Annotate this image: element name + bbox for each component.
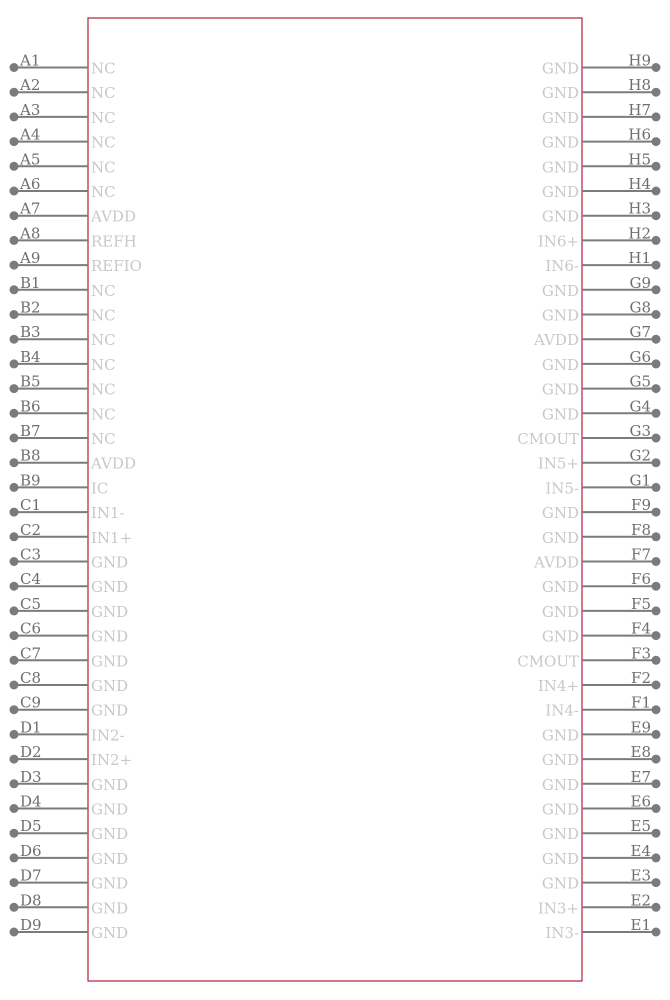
pin-e1 bbox=[545, 916, 660, 942]
pin-a9 bbox=[10, 249, 142, 275]
pin-end-dot bbox=[652, 236, 661, 245]
pin-name: GND bbox=[91, 775, 129, 794]
pin-h1 bbox=[545, 249, 660, 275]
pin-name: NC bbox=[91, 158, 116, 177]
pin-g5 bbox=[542, 373, 661, 399]
pin-name: GND bbox=[91, 652, 129, 671]
pin-number: B9 bbox=[20, 471, 41, 490]
pin-end-dot bbox=[10, 310, 19, 319]
pin-name: IN2+ bbox=[91, 751, 133, 770]
pin-d6 bbox=[10, 842, 129, 868]
pin-a7 bbox=[10, 200, 136, 226]
pin-end-dot bbox=[652, 434, 661, 443]
pin-name: IC bbox=[91, 479, 109, 498]
pin-name: GND bbox=[541, 183, 579, 201]
pin-end-dot bbox=[652, 137, 661, 146]
pin-number: B5 bbox=[20, 372, 41, 391]
pin-name: IN4+ bbox=[537, 677, 579, 695]
pin-d9 bbox=[10, 916, 129, 942]
pin-number: A4 bbox=[20, 125, 41, 144]
pin-number: A2 bbox=[20, 76, 41, 95]
pin-g1 bbox=[545, 471, 660, 497]
pin-name: GND bbox=[541, 405, 579, 424]
pin-name: GND bbox=[91, 627, 129, 646]
pin-number: F1 bbox=[631, 693, 651, 712]
pin-b6 bbox=[10, 397, 116, 423]
pin-end-dot bbox=[10, 779, 19, 788]
pin-number: A3 bbox=[20, 100, 41, 119]
pin-b4 bbox=[10, 348, 116, 374]
pin-end-dot bbox=[652, 681, 661, 690]
pin-a5 bbox=[10, 150, 116, 176]
pin-name: GND bbox=[91, 602, 129, 621]
pin-d5 bbox=[10, 817, 129, 843]
pin-number: C2 bbox=[20, 520, 42, 539]
pin-c8 bbox=[10, 669, 129, 695]
pin-c3 bbox=[10, 546, 129, 572]
pin-end-dot bbox=[652, 359, 661, 368]
pin-name: GND bbox=[91, 701, 129, 720]
pin-g3 bbox=[517, 422, 660, 448]
pin-number: C3 bbox=[20, 545, 42, 564]
pin-name: GND bbox=[541, 775, 579, 794]
pin-name: NC bbox=[91, 430, 116, 448]
pin-number: D5 bbox=[20, 817, 42, 836]
pin-number: C9 bbox=[20, 693, 42, 712]
pin-end-dot bbox=[10, 63, 19, 72]
pin-number: D4 bbox=[20, 792, 42, 811]
pin-number: E7 bbox=[630, 767, 651, 786]
pin-name: GND bbox=[541, 602, 579, 621]
pin-end-dot bbox=[10, 730, 19, 739]
pin-name: GND bbox=[91, 553, 129, 572]
pin-f3 bbox=[517, 644, 660, 670]
component-body bbox=[88, 18, 582, 981]
pin-name: NC bbox=[91, 133, 116, 152]
pin-number: A7 bbox=[20, 199, 41, 218]
pin-end-dot bbox=[652, 829, 661, 838]
pin-name: GND bbox=[541, 504, 579, 523]
pin-name: GND bbox=[541, 108, 579, 127]
pin-end-dot bbox=[10, 261, 19, 270]
pin-name: GND bbox=[541, 355, 579, 374]
pin-name: IN1+ bbox=[91, 528, 133, 547]
pin-name: IN1- bbox=[91, 504, 125, 523]
pin-end-dot bbox=[652, 285, 661, 294]
pin-f4 bbox=[542, 620, 661, 646]
pin-name: NC bbox=[91, 380, 116, 399]
pin-name: GND bbox=[91, 849, 129, 868]
pin-number: H5 bbox=[628, 150, 651, 169]
pin-number: B1 bbox=[20, 273, 41, 292]
pin-end-dot bbox=[10, 458, 19, 467]
pin-name: GND bbox=[541, 874, 579, 893]
pin-end-dot bbox=[10, 582, 19, 591]
pin-name: NC bbox=[91, 281, 116, 300]
pin-number: B3 bbox=[20, 323, 41, 342]
pin-number: C1 bbox=[20, 496, 42, 515]
pin-b9 bbox=[10, 471, 109, 497]
pin-name: CMOUT bbox=[517, 652, 579, 671]
pin-end-dot bbox=[10, 631, 19, 640]
pin-end-dot bbox=[652, 928, 661, 937]
pin-name: GND bbox=[541, 627, 579, 646]
pin-end-dot bbox=[10, 434, 19, 443]
pin-number: D1 bbox=[20, 718, 42, 737]
pin-end-dot bbox=[10, 359, 19, 368]
pin-name: NC bbox=[91, 84, 116, 103]
pin-name: IN2- bbox=[91, 726, 125, 745]
pin-number: G6 bbox=[629, 347, 651, 366]
pin-b1 bbox=[10, 274, 116, 300]
pin-d4 bbox=[10, 793, 129, 819]
pin-end-dot bbox=[10, 903, 19, 912]
pin-g2 bbox=[538, 447, 661, 473]
pin-number: F2 bbox=[631, 669, 651, 687]
pin-b3 bbox=[10, 323, 116, 349]
pin-number: E3 bbox=[630, 866, 651, 885]
pin-number: E6 bbox=[630, 792, 651, 811]
pin-name: GND bbox=[91, 874, 129, 893]
pin-c5 bbox=[10, 595, 129, 621]
pin-number: F7 bbox=[631, 545, 651, 564]
pin-end-dot bbox=[652, 162, 661, 171]
pin-name: GND bbox=[541, 751, 579, 770]
pin-name: IN5- bbox=[545, 479, 579, 498]
pin-end-dot bbox=[652, 261, 661, 270]
pin-end-dot bbox=[652, 606, 661, 615]
pin-name: GND bbox=[91, 899, 129, 918]
pin-name: GND bbox=[91, 578, 129, 597]
pin-number: D6 bbox=[20, 841, 42, 860]
pin-number: B7 bbox=[20, 422, 41, 440]
pin-end-dot bbox=[10, 606, 19, 615]
pin-e5 bbox=[542, 817, 661, 843]
pin-g4 bbox=[542, 397, 661, 423]
pin-h6 bbox=[542, 126, 661, 152]
pin-g6 bbox=[542, 348, 661, 374]
pin-end-dot bbox=[10, 335, 19, 344]
pin-g7 bbox=[533, 323, 660, 349]
pin-e7 bbox=[542, 768, 661, 794]
pin-d1 bbox=[10, 718, 125, 744]
pin-h7 bbox=[542, 101, 661, 127]
pin-end-dot bbox=[652, 63, 661, 72]
pin-c4 bbox=[10, 570, 129, 596]
pin-h9 bbox=[542, 52, 661, 78]
pin-end-dot bbox=[652, 903, 661, 912]
pin-name: IN6- bbox=[545, 257, 579, 276]
pin-number: H8 bbox=[628, 76, 651, 95]
pin-end-dot bbox=[10, 878, 19, 887]
pin-name: IN3+ bbox=[537, 899, 579, 918]
pin-name: GND bbox=[541, 207, 579, 226]
pin-number: C7 bbox=[20, 644, 42, 663]
pin-end-dot bbox=[652, 755, 661, 764]
pin-name: GND bbox=[541, 825, 579, 844]
pin-d7 bbox=[10, 867, 129, 893]
pin-g9 bbox=[542, 274, 661, 300]
pin-number: H6 bbox=[628, 125, 651, 144]
pin-end-dot bbox=[652, 582, 661, 591]
pin-b7 bbox=[10, 422, 116, 448]
pin-h2 bbox=[538, 224, 661, 250]
pin-name: AVDD bbox=[534, 331, 579, 350]
pin-number: B2 bbox=[20, 298, 41, 317]
pin-e4 bbox=[542, 842, 661, 868]
pin-number: C6 bbox=[20, 619, 42, 638]
pin-number: D2 bbox=[20, 743, 42, 762]
pin-end-dot bbox=[10, 88, 19, 97]
pin-number: B4 bbox=[20, 347, 41, 366]
pin-h3 bbox=[542, 200, 661, 226]
pin-name: IN6+ bbox=[537, 232, 579, 251]
pin-number: A6 bbox=[20, 175, 41, 193]
pin-number: B8 bbox=[20, 446, 41, 465]
pin-number: A9 bbox=[20, 249, 41, 268]
pin-name: GND bbox=[91, 800, 129, 819]
pin-end-dot bbox=[652, 557, 661, 566]
pin-end-dot bbox=[10, 112, 19, 121]
pin-d8 bbox=[10, 891, 129, 917]
pin-end-dot bbox=[10, 755, 19, 764]
pin-end-dot bbox=[10, 384, 19, 393]
pin-end-dot bbox=[10, 681, 19, 690]
pin-number: H9 bbox=[628, 51, 651, 70]
pin-name: GND bbox=[541, 726, 579, 745]
pin-a3 bbox=[10, 101, 116, 127]
pin-h8 bbox=[542, 76, 661, 102]
pin-number: D7 bbox=[20, 866, 42, 885]
pin-f6 bbox=[542, 570, 661, 596]
pin-name: NC bbox=[91, 183, 116, 201]
pin-h4 bbox=[542, 175, 661, 201]
pin-end-dot bbox=[10, 557, 19, 566]
pin-number: H1 bbox=[628, 249, 651, 268]
pin-end-dot bbox=[652, 409, 661, 418]
pin-number: G4 bbox=[629, 397, 651, 416]
pin-name: NC bbox=[91, 355, 116, 374]
pin-end-dot bbox=[652, 335, 661, 344]
pin-f2 bbox=[538, 669, 661, 695]
pin-end-dot bbox=[652, 187, 661, 196]
pin-name: IN5+ bbox=[537, 454, 579, 473]
pin-name: GND bbox=[541, 800, 579, 819]
pin-end-dot bbox=[652, 483, 661, 492]
pin-number: E1 bbox=[630, 916, 651, 934]
pin-name: GND bbox=[541, 281, 579, 300]
pin-a1 bbox=[10, 52, 116, 78]
pin-number: H3 bbox=[628, 199, 651, 218]
pin-e6 bbox=[542, 793, 661, 819]
pin-end-dot bbox=[10, 532, 19, 541]
pin-end-dot bbox=[10, 483, 19, 492]
pin-e2 bbox=[538, 891, 661, 917]
pin-name: GND bbox=[541, 59, 579, 78]
pin-number: D8 bbox=[20, 891, 42, 910]
pin-number: E4 bbox=[630, 841, 651, 860]
pin-number: G1 bbox=[629, 471, 651, 490]
pin-end-dot bbox=[10, 508, 19, 517]
pin-number: A8 bbox=[20, 224, 41, 243]
pin-name: GND bbox=[541, 84, 579, 103]
pin-end-dot bbox=[652, 730, 661, 739]
pin-name: AVDD bbox=[91, 454, 136, 473]
pin-end-dot bbox=[10, 656, 19, 665]
pin-f1 bbox=[545, 694, 660, 720]
pin-end-dot bbox=[10, 236, 19, 245]
pin-name: NC bbox=[91, 306, 116, 325]
pin-number: B6 bbox=[20, 397, 41, 416]
pin-f5 bbox=[542, 595, 661, 621]
pin-number: H2 bbox=[628, 224, 651, 243]
pin-name: IN3- bbox=[545, 924, 579, 942]
pin-end-dot bbox=[652, 705, 661, 714]
pin-end-dot bbox=[652, 804, 661, 813]
pin-number: D3 bbox=[20, 767, 42, 786]
pin-end-dot bbox=[10, 211, 19, 220]
pin-name: IN4- bbox=[545, 701, 579, 720]
pin-number: A1 bbox=[20, 51, 41, 70]
pin-name: NC bbox=[91, 405, 116, 424]
right-pin-group bbox=[517, 52, 660, 943]
pin-e8 bbox=[542, 743, 661, 769]
pin-number: E9 bbox=[630, 718, 651, 737]
pin-name: GND bbox=[541, 158, 579, 177]
pin-number: G3 bbox=[629, 422, 651, 440]
pin-end-dot bbox=[652, 779, 661, 788]
pin-end-dot bbox=[10, 804, 19, 813]
pin-end-dot bbox=[652, 631, 661, 640]
pin-name: GND bbox=[541, 849, 579, 868]
pin-end-dot bbox=[652, 532, 661, 541]
left-pin-group bbox=[10, 52, 142, 943]
pin-h5 bbox=[542, 150, 661, 176]
pin-end-dot bbox=[10, 137, 19, 146]
pin-c7 bbox=[10, 644, 129, 670]
pin-end-dot bbox=[10, 829, 19, 838]
pin-name: NC bbox=[91, 331, 116, 350]
pin-number: F3 bbox=[631, 644, 651, 663]
pin-e9 bbox=[542, 718, 661, 744]
pin-name: AVDD bbox=[91, 207, 136, 226]
pin-d2 bbox=[10, 743, 133, 769]
pin-name: GND bbox=[91, 924, 129, 942]
pin-end-dot bbox=[10, 853, 19, 862]
pin-f8 bbox=[542, 521, 661, 547]
pin-end-dot bbox=[652, 310, 661, 319]
pin-end-dot bbox=[652, 112, 661, 121]
pin-number: H4 bbox=[628, 175, 651, 193]
pin-b2 bbox=[10, 299, 116, 325]
pin-f7 bbox=[533, 546, 660, 572]
pin-name: GND bbox=[541, 380, 579, 399]
pin-name: GND bbox=[91, 825, 129, 844]
pin-number: G9 bbox=[629, 273, 651, 292]
pin-end-dot bbox=[652, 211, 661, 220]
pin-number: E5 bbox=[630, 817, 651, 836]
pin-name: AVDD bbox=[534, 553, 579, 572]
pin-number: C5 bbox=[20, 594, 42, 613]
pin-name: NC bbox=[91, 59, 116, 78]
pin-end-dot bbox=[652, 508, 661, 517]
pin-name: GND bbox=[541, 528, 579, 547]
pin-a2 bbox=[10, 76, 116, 102]
pin-end-dot bbox=[652, 853, 661, 862]
pin-number: E2 bbox=[630, 891, 651, 910]
pin-number: H7 bbox=[628, 100, 651, 119]
pin-number: G7 bbox=[629, 323, 651, 342]
pin-number: F5 bbox=[631, 594, 651, 613]
pin-number: C4 bbox=[20, 570, 42, 589]
pin-end-dot bbox=[652, 458, 661, 467]
pin-c9 bbox=[10, 694, 129, 720]
pin-name: GND bbox=[541, 133, 579, 152]
pin-end-dot bbox=[10, 187, 19, 196]
pin-number: G8 bbox=[629, 298, 651, 317]
pin-end-dot bbox=[652, 88, 661, 97]
pin-end-dot bbox=[10, 928, 19, 937]
pin-name: REFIO bbox=[91, 257, 142, 276]
pin-number: D9 bbox=[20, 916, 42, 934]
pin-e3 bbox=[542, 867, 661, 893]
pin-g8 bbox=[542, 299, 661, 325]
pin-f9 bbox=[542, 496, 661, 522]
pin-b5 bbox=[10, 373, 116, 399]
pin-name: GND bbox=[541, 306, 579, 325]
pin-number: G5 bbox=[629, 372, 651, 391]
pin-end-dot bbox=[652, 656, 661, 665]
pin-end-dot bbox=[10, 285, 19, 294]
pin-a4 bbox=[10, 126, 116, 152]
pin-number: F6 bbox=[631, 570, 651, 589]
pin-name: NC bbox=[91, 108, 116, 127]
pin-name: GND bbox=[541, 578, 579, 597]
pin-name: REFH bbox=[91, 232, 137, 251]
pin-end-dot bbox=[10, 705, 19, 714]
pin-number: E8 bbox=[630, 743, 651, 762]
pin-number: F9 bbox=[631, 496, 651, 515]
pin-number: G2 bbox=[629, 446, 651, 465]
pin-end-dot bbox=[652, 878, 661, 887]
pin-name: GND bbox=[91, 677, 129, 695]
pin-b8 bbox=[10, 447, 136, 473]
pin-number: C8 bbox=[20, 669, 42, 687]
pin-a6 bbox=[10, 175, 116, 201]
pin-name: CMOUT bbox=[517, 430, 579, 448]
pin-d3 bbox=[10, 768, 129, 794]
pin-end-dot bbox=[652, 384, 661, 393]
pin-end-dot bbox=[10, 162, 19, 171]
pin-number: F4 bbox=[631, 619, 651, 638]
pin-c2 bbox=[10, 521, 133, 547]
pin-c1 bbox=[10, 496, 125, 522]
pin-number: A5 bbox=[20, 150, 41, 169]
pin-end-dot bbox=[10, 409, 19, 418]
pin-number: F8 bbox=[631, 520, 651, 539]
pin-a8 bbox=[10, 224, 137, 250]
pin-c6 bbox=[10, 620, 129, 646]
